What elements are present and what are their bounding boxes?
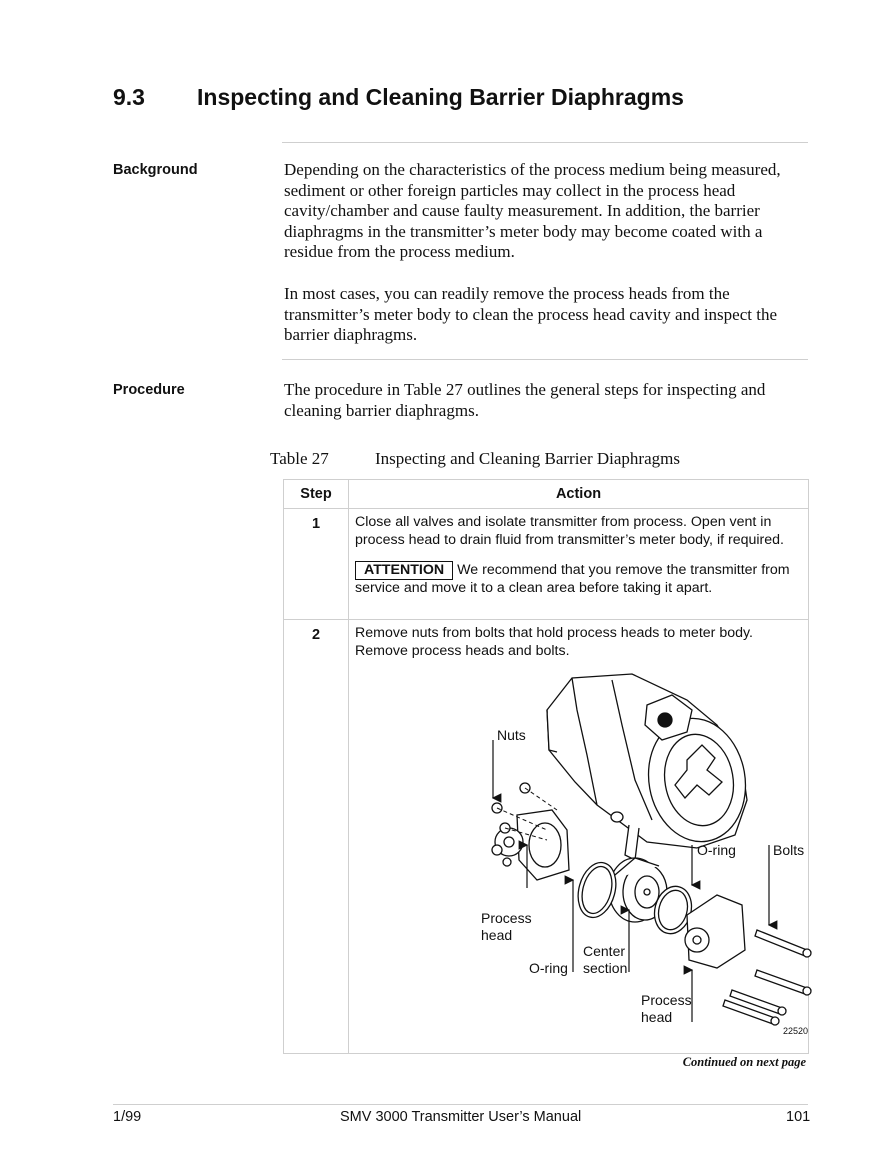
figure-id: 22520 [783, 1026, 809, 1036]
action-line: Remove nuts from bolts that hold process heads to meter body. [355, 625, 753, 641]
label-nuts: Nuts [497, 727, 526, 743]
column-header-step: Step [284, 480, 349, 509]
action-cell [349, 620, 809, 1054]
attention-badge: ATTENTION [355, 561, 453, 580]
transmitter-exploded-diagram [397, 670, 837, 1050]
table-row [284, 620, 809, 1054]
text-line: cavity/chamber and cause faulty measurement. In addition, the barrier [284, 201, 760, 221]
text-line: In most cases, you can readily remove the process heads from the [284, 284, 730, 303]
label-oring-right: O-ring [697, 842, 736, 858]
table-header-row [284, 480, 809, 509]
footer-divider [113, 1104, 808, 1105]
footer-page-number: 101 [786, 1109, 811, 1125]
text-line: The procedure in Table 27 outlines the general steps for inspecting and [284, 380, 766, 399]
label-center-section: Center [583, 943, 626, 959]
background-label: Background [113, 162, 198, 178]
label-bolts: Bolts [773, 842, 805, 858]
table-title: Inspecting and Cleaning Barrier Diaphragms [375, 449, 680, 468]
text-line: residue from the process medium. [284, 242, 515, 262]
text-line: sediment or other foreign particles may collect in the process head [284, 180, 736, 200]
divider [282, 359, 808, 360]
divider [282, 142, 808, 143]
attention-text: We recommend that you remove the transmitter from [457, 562, 790, 578]
background-paragraph-1 [284, 160, 804, 263]
footer-date: 1/99 [113, 1109, 142, 1125]
footer-title: SMV 3000 Transmitter User’s Manual [340, 1109, 582, 1125]
label-center-section: section [583, 960, 628, 976]
action-line: process head to drain fluid from transmitter’s meter body, if required. [355, 531, 784, 548]
attention-note [355, 561, 802, 580]
label-process-head-right: head [641, 1009, 673, 1025]
action-line: Remove process heads and bolts. [355, 642, 570, 659]
text-line: transmitter’s meter body to clean the process head cavity and inspect the [284, 304, 777, 324]
section-title: Inspecting and Cleaning Barrier Diaphragms [197, 84, 684, 110]
continued-note: Continued on next page [682, 1055, 806, 1069]
text-line: cleaning barrier diaphragms. [284, 400, 479, 420]
action-cell [349, 509, 809, 620]
attention-text-2: service and move it to a clean area before taking it apart. [355, 580, 713, 596]
step-number: 1 [284, 509, 349, 620]
procedure-paragraph [284, 380, 804, 421]
text-line: barrier diaphragms. [284, 325, 418, 345]
label-process-head-left: head [481, 927, 513, 943]
procedure-label: Procedure [113, 382, 185, 398]
section-number: 9.3 [113, 84, 145, 110]
procedure-table [283, 479, 809, 1054]
label-process-head-right: Process [641, 992, 692, 1008]
text-line: diaphragms in the transmitter’s meter body may become coated with a [284, 221, 763, 241]
table-number: Table 27 [270, 449, 329, 468]
text-line: Depending on the characteristics of the process medium being measured, [284, 160, 781, 179]
background-paragraph-2 [284, 284, 804, 346]
table-row [284, 509, 809, 620]
action-line: Close all valves and isolate transmitter from process. Open vent in [355, 514, 772, 530]
label-oring-left: O-ring [529, 960, 568, 976]
step-number: 2 [284, 620, 349, 1054]
column-header-action: Action [349, 480, 809, 509]
label-process-head-left: Process [481, 910, 532, 926]
